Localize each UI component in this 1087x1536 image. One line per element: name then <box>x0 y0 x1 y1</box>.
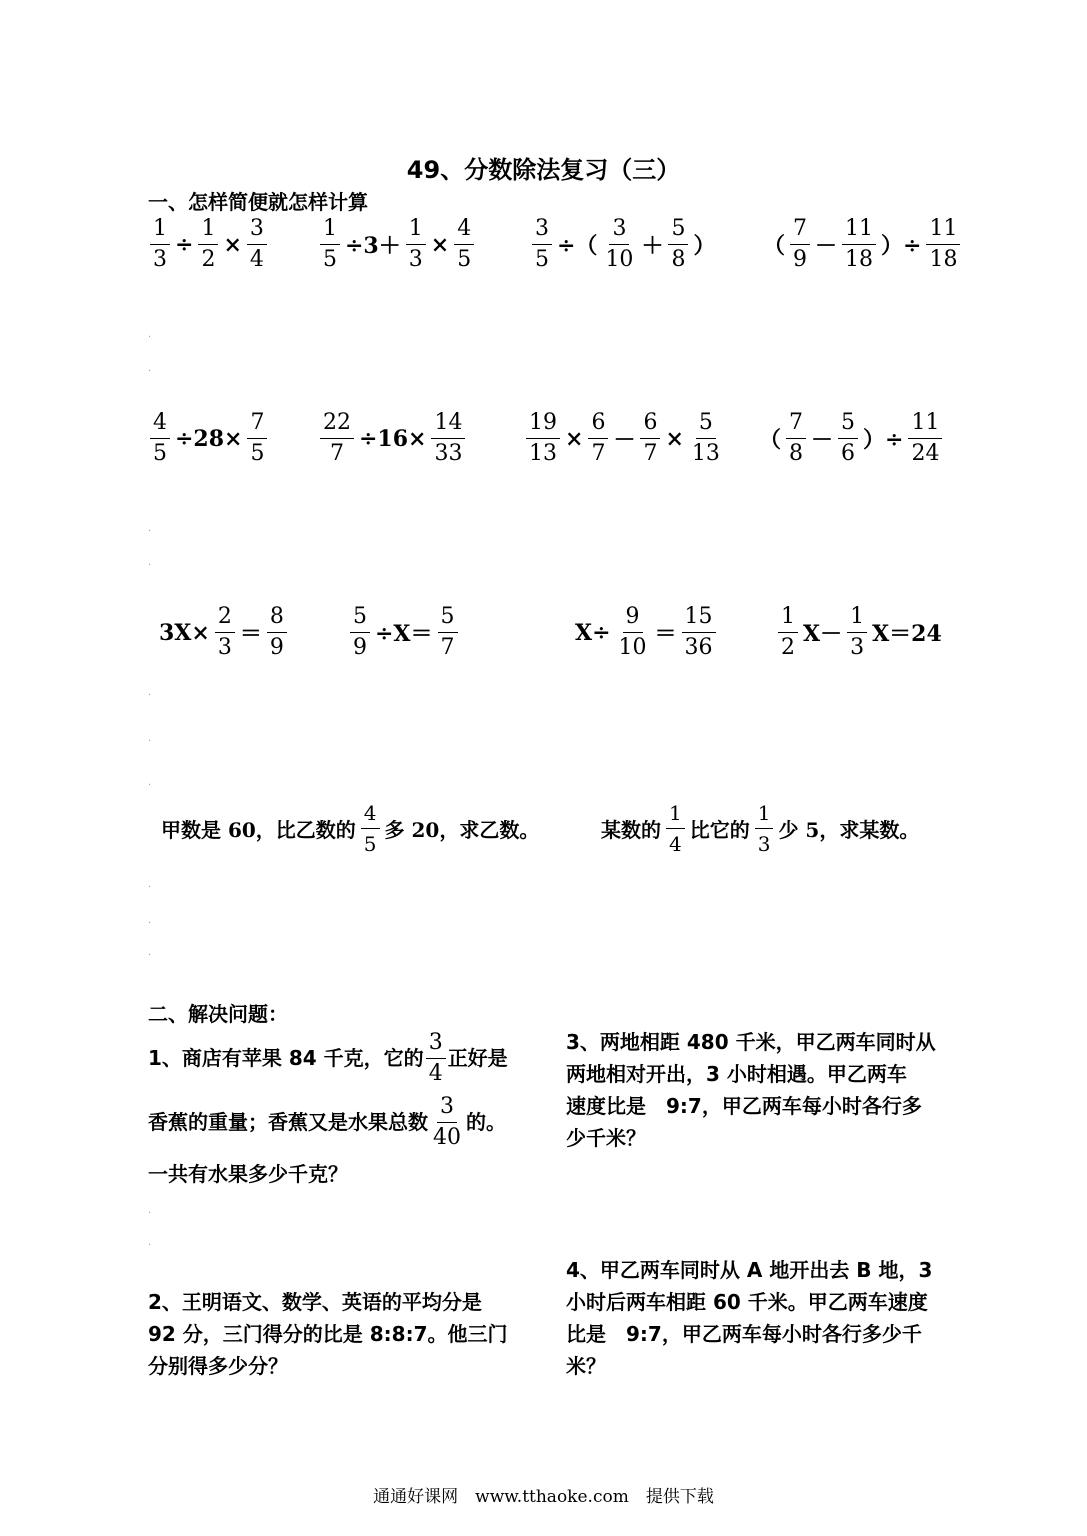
expression-5 <box>148 410 269 467</box>
fraction-numerator: 3 <box>247 216 267 245</box>
operator-text: ） <box>693 233 716 259</box>
fraction-denominator: 9 <box>793 247 808 272</box>
fraction-numerator: 11 <box>926 216 960 245</box>
expression-8 <box>756 410 944 467</box>
fraction <box>350 604 370 661</box>
operator-text: ）÷ <box>881 233 922 259</box>
fraction <box>926 216 960 273</box>
margin-dot: · <box>148 1208 152 1219</box>
problem-3-line-2: 两地相对开出，3 小时相遇。甲乙两车 <box>566 1062 907 1086</box>
fraction-numerator: 5 <box>838 410 858 439</box>
fraction <box>267 604 287 661</box>
fraction-numerator: 1 <box>778 604 798 633</box>
fraction <box>666 800 685 857</box>
fraction-denominator: 3 <box>217 635 232 660</box>
margin-dot: · <box>148 918 152 929</box>
fraction <box>526 410 560 467</box>
fraction-denominator: 4 <box>249 247 264 272</box>
margin-dot: · <box>148 526 152 537</box>
fraction-numerator: 1 <box>320 216 340 245</box>
expression-3 <box>530 216 718 273</box>
fraction <box>247 216 267 273</box>
fraction-numerator: 4 <box>150 410 170 439</box>
fraction <box>320 216 340 273</box>
operator-text: 甲数是 60，比乙数的 <box>161 818 356 842</box>
fraction <box>320 410 354 467</box>
fraction-denominator: 7 <box>440 635 455 660</box>
fraction-denominator: 5 <box>535 247 549 272</box>
operator-text: － <box>815 233 838 259</box>
fraction-numerator: 5 <box>438 604 458 633</box>
operator-text: X＝24 <box>872 621 942 647</box>
equation-1 <box>156 604 289 661</box>
problem-2-line-3: 分别得多少分？ <box>148 1354 288 1378</box>
fraction-numerator: 1 <box>150 216 170 245</box>
fraction <box>532 216 552 273</box>
operator-text: X÷ <box>575 619 611 646</box>
operator-text: ÷X＝ <box>375 621 433 647</box>
fraction-numerator: 4 <box>454 216 474 245</box>
fraction <box>588 410 608 467</box>
problem-1-text-d: 的。 <box>466 1110 506 1134</box>
footer-text: 通通好课网 www.tthaoke.com 提供下载 <box>373 1487 714 1507</box>
fraction-numerator: 6 <box>588 410 608 439</box>
section2-heading: 二、解决问题： <box>148 1002 288 1026</box>
fraction <box>198 216 218 273</box>
fraction-numerator: 14 <box>431 410 465 439</box>
problem-2-line-1: 2、王明语文、数学、英语的平均分是 <box>148 1290 482 1314</box>
margin-dot: · <box>148 690 152 701</box>
fraction-numerator: 2 <box>215 604 235 633</box>
fraction <box>790 216 810 273</box>
operator-text: ＋ <box>641 233 664 259</box>
expression-2 <box>318 216 476 273</box>
fraction-numerator: 1 <box>406 216 426 245</box>
operator-text: × <box>430 231 450 258</box>
fraction <box>602 216 636 273</box>
fraction <box>838 410 858 467</box>
operator-text: （ <box>759 427 782 453</box>
fraction-denominator: 3 <box>408 247 423 272</box>
operator-text: ÷（ <box>557 233 598 259</box>
fraction-denominator: 5 <box>457 247 472 272</box>
margin-dot: · <box>148 332 152 343</box>
fraction-numerator: 3 <box>532 216 552 245</box>
fraction-numerator: 1 <box>847 604 867 633</box>
problem-3-line-4: 少千米？ <box>566 1126 646 1150</box>
fraction <box>454 216 474 273</box>
fraction-denominator: 3 <box>153 247 167 272</box>
problem-1-text-c: 香蕉的重量；香蕉又是水果总数 <box>148 1110 428 1134</box>
fraction-numerator: 8 <box>267 604 287 633</box>
problem-4-line-4: 米？ <box>566 1354 606 1378</box>
fraction-denominator: 2 <box>201 247 216 272</box>
fraction-numerator: 1 <box>198 216 218 245</box>
problem-1-text-e: 一共有水果多少千克？ <box>148 1162 348 1186</box>
problem-1 <box>148 1030 538 1190</box>
fraction-numerator: 11 <box>842 216 876 245</box>
fraction <box>908 410 942 467</box>
fraction <box>431 410 465 467</box>
fraction <box>689 410 723 467</box>
fraction-denominator: 4 <box>428 1060 443 1086</box>
fraction-denominator: 2 <box>781 635 795 660</box>
problem-3-line-3: 速度比是 9:7，甲乙两车每小时各行多 <box>566 1094 922 1118</box>
expression-7 <box>524 410 725 467</box>
fraction-denominator: 18 <box>845 247 874 272</box>
fraction-numerator: 11 <box>908 410 942 439</box>
expression-4 <box>760 216 962 273</box>
operator-text: 多 20，求乙数。 <box>384 818 540 842</box>
operator-text: ÷ <box>175 231 194 258</box>
fraction-numerator: 4 <box>361 800 380 829</box>
operator-text: 比它的 <box>689 818 750 842</box>
fraction-numerator: 1 <box>755 800 774 829</box>
expression-6 <box>318 410 467 467</box>
operator-text: 某数的 <box>601 818 661 842</box>
margin-dot: · <box>148 882 152 893</box>
fraction <box>150 216 170 273</box>
fraction-denominator: 8 <box>789 441 804 466</box>
problem-3-line-1: 3、两地相距 480 千米，甲乙两车同时从 <box>566 1030 936 1054</box>
fraction <box>847 604 867 661</box>
margin-dot: · <box>148 1240 152 1251</box>
operator-text: ÷16× <box>359 425 427 452</box>
fraction-numerator: 5 <box>350 604 370 633</box>
fraction-denominator: 18 <box>929 247 958 272</box>
section1-heading: 一、怎样简便就怎样计算 <box>148 190 368 214</box>
fraction <box>150 410 170 467</box>
fraction-denominator: 5 <box>363 832 377 856</box>
fraction-numerator: 3 <box>609 216 629 245</box>
fraction-denominator: 24 <box>911 441 940 466</box>
fraction-denominator: 7 <box>591 441 606 466</box>
fraction-denominator: 10 <box>605 247 634 272</box>
problem-2 <box>148 1286 508 1382</box>
equation-3 <box>572 604 718 661</box>
fraction-numerator: 7 <box>786 410 806 439</box>
problem-4-line-1: 4、甲乙两车同时从 A 地开出去 B 地，3 <box>566 1258 933 1282</box>
operator-text: （ <box>763 233 786 259</box>
fraction-numerator: 7 <box>247 410 267 439</box>
fraction-numerator: 22 <box>320 410 354 439</box>
fraction-numerator: 7 <box>790 216 810 245</box>
fraction-denominator: 5 <box>250 441 265 466</box>
fraction <box>438 604 458 661</box>
operator-text: ÷28× <box>175 425 243 452</box>
operator-text: － <box>811 427 834 453</box>
problem-2-line-2: 92 分，三门得分的比是 8:8:7。他三门 <box>148 1322 508 1346</box>
operator-text: － <box>613 427 636 453</box>
fraction-numerator: 3 <box>437 1094 457 1123</box>
problem-1-text-b: 正好是 <box>447 1046 508 1070</box>
fraction-denominator: 10 <box>618 635 647 660</box>
fraction-denominator: 9 <box>353 635 367 660</box>
problem-1-text-a: 1、商店有苹果 84 千克，它的 <box>148 1046 424 1070</box>
fraction-denominator: 5 <box>153 441 167 466</box>
operator-text: ÷3＋ <box>345 233 401 259</box>
fraction-numerator: 3 <box>426 1030 446 1059</box>
fraction-denominator: 13 <box>691 441 720 466</box>
margin-dot: · <box>148 780 152 791</box>
fraction <box>640 410 660 467</box>
problem-4-line-2: 小时后两车相距 60 千米。甲乙两车速度 <box>566 1290 928 1314</box>
operator-text: ＝ <box>654 621 677 647</box>
fraction <box>786 410 806 467</box>
problem-4 <box>566 1254 932 1382</box>
fraction-denominator: 6 <box>841 441 856 466</box>
word-problem-2 <box>598 800 922 857</box>
margin-dot: · <box>148 950 152 961</box>
margin-dot: · <box>148 736 152 747</box>
equation-4 <box>776 604 945 661</box>
fraction-denominator: 3 <box>757 832 771 856</box>
equation-2 <box>348 604 460 661</box>
fraction-denominator: 5 <box>323 247 337 272</box>
expression-1 <box>148 216 269 273</box>
margin-dot: · <box>148 560 152 571</box>
fraction-numerator: 6 <box>640 410 660 439</box>
fraction-denominator: 4 <box>669 832 682 856</box>
fraction-numerator: 1 <box>666 800 685 829</box>
fraction <box>361 800 380 857</box>
fraction <box>616 604 650 661</box>
fraction-denominator: 8 <box>671 247 686 272</box>
operator-text: 少 5，求某数。 <box>778 818 920 842</box>
operator-text: 3X× <box>159 619 210 646</box>
fraction-denominator: 7 <box>643 441 658 466</box>
operator-text: × <box>665 425 684 452</box>
fraction <box>755 800 774 857</box>
word-problem-1 <box>158 800 542 857</box>
fraction-denominator: 33 <box>434 441 463 466</box>
fraction-numerator: 9 <box>623 604 643 633</box>
fraction-numerator: 19 <box>526 410 560 439</box>
fraction-numerator: 5 <box>668 216 688 245</box>
fraction-denominator: 3 <box>850 635 865 660</box>
fraction <box>682 604 716 661</box>
operator-text: X－ <box>803 621 843 647</box>
operator-text: × <box>565 425 584 452</box>
margin-dot: · <box>148 366 152 377</box>
problem-4-line-3: 比是 9:7，甲乙两车每小时各行多少千 <box>566 1322 922 1346</box>
fraction <box>215 604 235 661</box>
fraction-denominator: 13 <box>529 441 557 466</box>
fraction <box>247 410 267 467</box>
fraction <box>668 216 688 273</box>
fraction <box>406 216 426 273</box>
fraction <box>778 604 798 661</box>
fraction-numerator: 15 <box>682 604 716 633</box>
page-title: 49、分数除法复习（三） <box>406 156 681 184</box>
fraction-denominator: 40 <box>433 1124 461 1150</box>
operator-text: ）÷ <box>863 427 904 453</box>
operator-text: ＝ <box>239 621 262 647</box>
fraction-numerator: 5 <box>696 410 716 439</box>
fraction-denominator: 9 <box>269 635 284 660</box>
fraction-denominator: 36 <box>684 635 713 660</box>
operator-text: × <box>223 231 242 258</box>
fraction-denominator: 7 <box>330 441 344 466</box>
problem-3 <box>566 1026 936 1154</box>
fraction <box>842 216 876 273</box>
